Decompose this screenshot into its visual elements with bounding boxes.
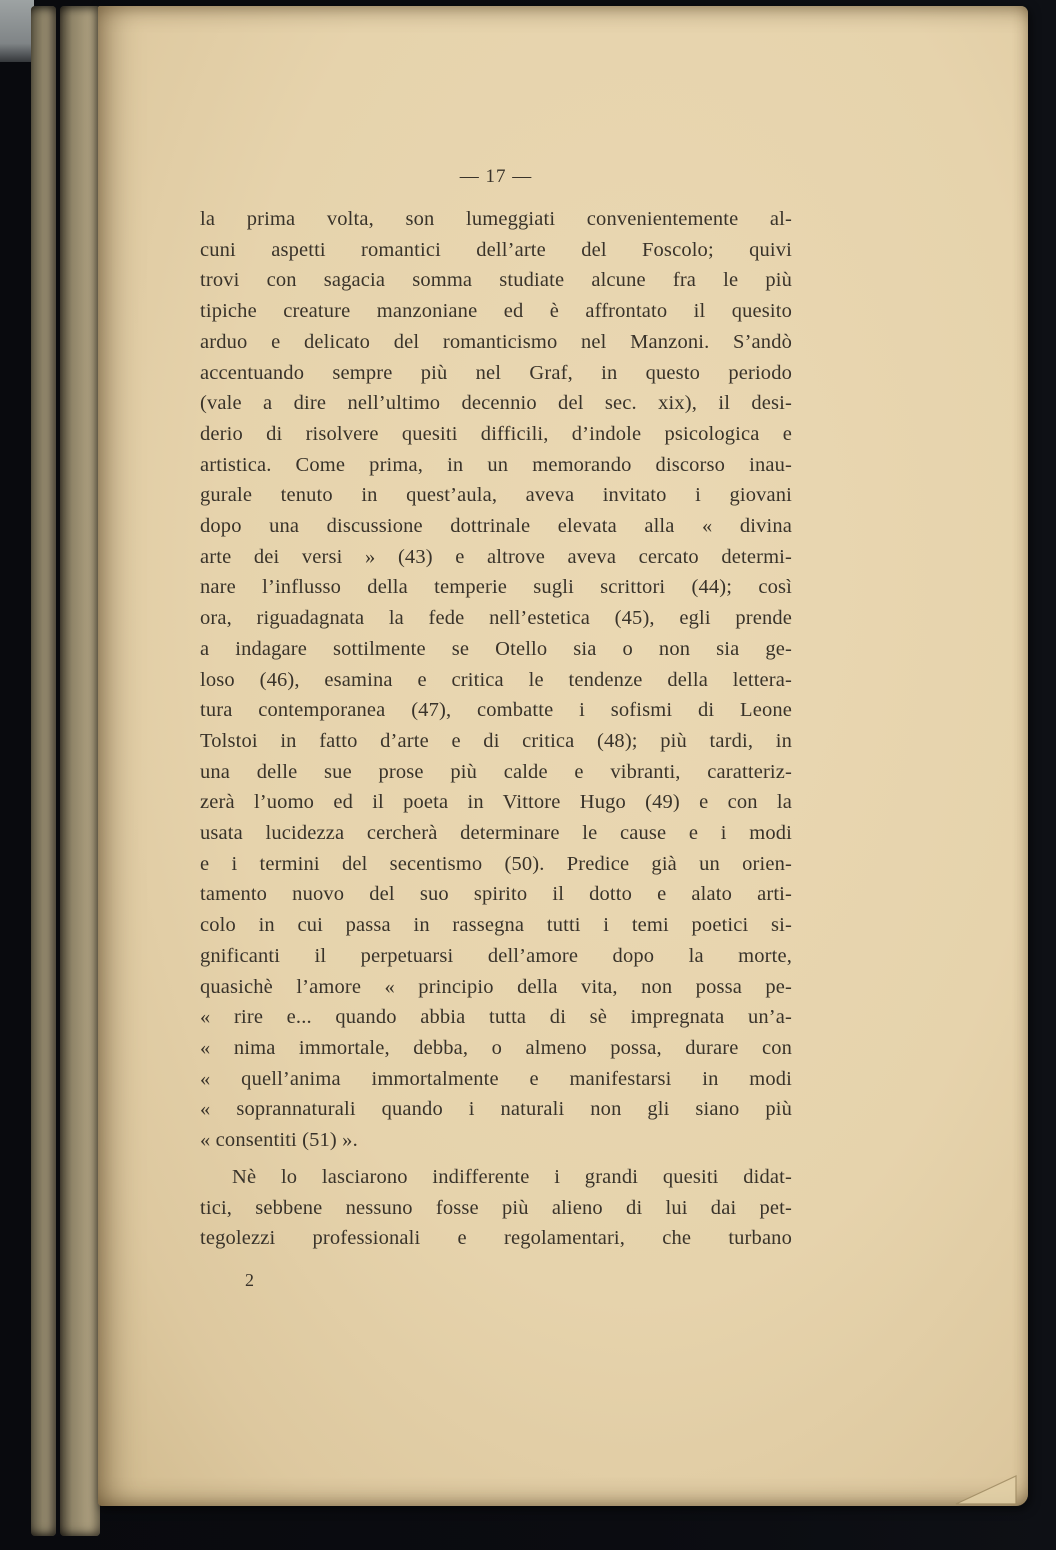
text-line: quasichè l’amore « principio della vita, non possa pe-	[200, 975, 792, 998]
text-line: usata lucidezza cercherà determinare le cause e i modi	[200, 822, 792, 845]
text-line: arte dei versi » (43) e altrove aveva cercato determi-	[200, 545, 792, 568]
paragraph	[200, 1162, 792, 1254]
text-line: « nima immortale, debba, o almeno possa, durare con	[200, 1036, 792, 1059]
neighbor-page-corner	[0, 0, 34, 62]
text-line: artistica. Come prima, in un memorando discorso inau-	[200, 453, 792, 476]
text-line: gnificanti il perpetuarsi dell’amore dopo la morte,	[200, 944, 792, 967]
book-page-edge	[60, 6, 100, 1536]
page-number-header: — 17 —	[459, 166, 533, 187]
book-page	[98, 6, 1028, 1506]
text-line: la prima volta, son lumeggiati convenientemente al-	[200, 208, 792, 230]
text-line: zerà l’uomo ed il poeta in Vittore Hugo (49) e con la	[200, 791, 792, 814]
book-page-edge	[31, 6, 56, 1536]
text-line: tamento nuovo del suo spirito il dotto e alato arti-	[200, 883, 792, 906]
page-corner-fold	[954, 1472, 1018, 1506]
text-line: « soprannaturali quando i naturali non gli siano più	[200, 1098, 792, 1121]
text-line: « quell’anima immortalmente e manifestarsi in modi	[200, 1067, 792, 1090]
text-line: colo in cui passa in rassegna tutti i temi poetici si-	[200, 914, 792, 937]
text-line: Nè lo lasciarono indifferente i grandi quesiti didat-	[232, 1165, 792, 1188]
text-line: a indagare sottilmente se Otello sia o non sia ge-	[200, 637, 792, 660]
text-line: derio di risolvere quesiti difficili, d’indole psicologica e	[200, 422, 792, 445]
text-line: cuni aspetti romantici dell’arte del Foscolo; quivi	[200, 238, 792, 261]
text-line: (vale a dire nell’ultimo decennio del sec. xix), il desi-	[200, 392, 792, 415]
text-line: « rire e... quando abbia tutta di sè impregnata un’a-	[200, 1006, 792, 1029]
text-line: accentuando sempre più nel Graf, in questo periodo	[200, 361, 792, 384]
signature-number: 2	[245, 1270, 254, 1290]
text-line: e i termini del secentismo (50). Predice già un orien-	[200, 852, 792, 875]
text-line: tegolezzi professionali e regolamentari, che turbano	[200, 1227, 792, 1250]
text-line: una delle sue prose più calde e vibranti, caratteriz-	[200, 760, 792, 783]
text-block	[200, 204, 792, 1254]
text-line: tura contemporanea (47), combatte i sofismi di Leone	[200, 699, 792, 722]
text-line: dopo una discussione dottrinale elevata alla « divina	[200, 515, 792, 538]
text-line: tipiche creature manzoniane ed è affrontato il quesito	[200, 300, 792, 323]
text-line: ora, riguadagnata la fede nell’estetica (45), egli prende	[200, 607, 792, 630]
text-line: gurale tenuto in quest’aula, aveva invitato i giovani	[200, 484, 792, 507]
paragraph	[200, 204, 792, 1156]
text-line: Tolstoi in fatto d’arte e di critica (48); più tardi, in	[200, 729, 792, 752]
text-line: nare l’influsso della temperie sugli scrittori (44); così	[200, 576, 792, 599]
text-line: tici, sebbene nessuno fosse più alieno di lui dai pet-	[200, 1196, 792, 1219]
text-line: trovi con sagacia somma studiate alcune fra le più	[200, 269, 792, 292]
text-line: loso (46), esamina e critica le tendenze della lettera-	[200, 668, 792, 691]
text-line: arduo e delicato del romanticismo nel Manzoni. S’andò	[200, 330, 792, 353]
text-line: « consentiti (51) ».	[200, 1129, 358, 1152]
